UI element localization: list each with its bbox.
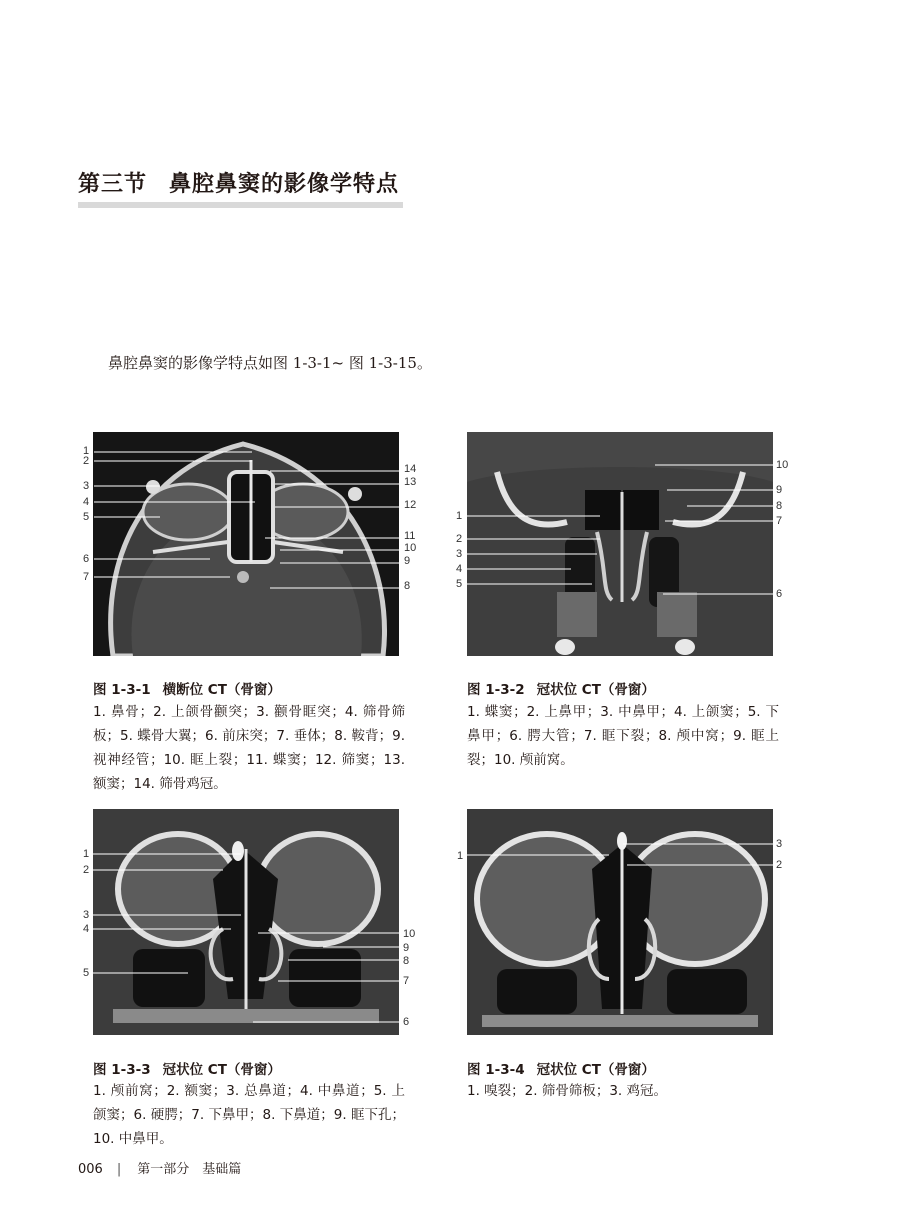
figure-1-3-2-leader-lines xyxy=(467,455,777,605)
section-number: 第三节 xyxy=(78,172,148,197)
footer-part-title: 第一部分 基础篇 xyxy=(137,1162,242,1177)
callout-label: 11 xyxy=(404,530,416,542)
caption-title: 冠状位 CT（骨窗） xyxy=(536,682,655,698)
page-footer xyxy=(78,1158,241,1177)
footer-separator: | xyxy=(116,1162,122,1177)
figure-1-3-4-legend: 1. 嗅裂；2. 筛骨筛板；3. 鸡冠。 xyxy=(467,1083,668,1099)
caption-number: 图 1-3-4 xyxy=(467,1062,525,1078)
page-number: 006 xyxy=(78,1162,103,1177)
callout-label: 7 xyxy=(776,515,783,527)
callout-label: 6 xyxy=(776,588,783,600)
callout-label: 4 xyxy=(83,496,90,508)
callout-label: 1 xyxy=(83,445,90,457)
callout-label: 10 xyxy=(403,928,416,940)
figure-1-3-1-leader-lines xyxy=(80,440,420,600)
caption-number: 图 1-3-3 xyxy=(93,1062,151,1078)
caption-title: 横断位 CT（骨窗） xyxy=(162,682,281,698)
callout-label: 3 xyxy=(776,838,783,850)
figure-1-3-4-leader-lines xyxy=(467,835,777,875)
caption-number: 图 1-3-2 xyxy=(467,682,525,698)
figure-1-3-3-legend: 1. 颅前窝；2. 额窦；3. 总鼻道；4. 中鼻道；5. 上颌窦；6. 硬腭；7. 下鼻甲；8. 下鼻道；9. 眶下孔；10. 中鼻甲。 xyxy=(93,1083,405,1147)
callout-label: 3 xyxy=(83,909,90,921)
figure-1-3-3-leader-lines xyxy=(93,845,403,1030)
callout-label: 2 xyxy=(83,864,90,876)
callout-label: 10 xyxy=(404,542,417,554)
callout-label: 4 xyxy=(456,563,463,575)
intro-paragraph: 鼻腔鼻窦的影像学特点如图 1-3-1~ 图 1-3-15。 xyxy=(108,354,432,372)
callout-label: 12 xyxy=(404,499,417,511)
section-heading: 鼻腔鼻窦的影像学特点 xyxy=(169,172,400,197)
callout-label: 9 xyxy=(776,484,783,496)
figure-1-3-2-legend: 1. 蝶窦；2. 上鼻甲；3. 中鼻甲；4. 上颌窦；5. 下鼻甲；6. 腭大管；7. 眶下裂；8. 颅中窝；9. 眶上裂；10. 颅前窝。 xyxy=(467,704,779,768)
callout-label: 6 xyxy=(83,553,90,565)
figure-1-3-2-caption xyxy=(467,678,655,698)
caption-title: 冠状位 CT（骨窗） xyxy=(162,1062,281,1078)
callout-label: 3 xyxy=(83,480,90,492)
callout-label: 9 xyxy=(404,555,411,567)
callout-label: 5 xyxy=(83,967,90,979)
figure-1-3-1-legend: 1. 鼻骨；2. 上颌骨颧突；3. 颧骨眶突；4. 筛骨筛板；5. 蝶骨大翼；6. 前床突；7. 垂体；8. 鞍背；9. 视神经管；10. 眶上裂；11. 蝶窦；12. 筛窦；13. 额窦；14. 筛骨鸡冠。 xyxy=(93,704,405,792)
callout-label: 8 xyxy=(403,955,410,967)
callout-label: 8 xyxy=(404,580,411,592)
callout-label: 5 xyxy=(83,511,90,523)
callout-label: 7 xyxy=(83,571,90,583)
callout-label: 2 xyxy=(776,859,783,871)
callout-label: 1 xyxy=(83,848,90,860)
callout-label: 4 xyxy=(83,923,90,935)
callout-label: 14 xyxy=(404,463,417,475)
callout-label: 2 xyxy=(456,533,463,545)
callout-label: 3 xyxy=(456,548,463,560)
caption-title: 冠状位 CT（骨窗） xyxy=(536,1062,655,1078)
figure-1-3-4-caption xyxy=(467,1058,655,1078)
figure-1-3-3-caption xyxy=(93,1058,281,1078)
callout-label: 6 xyxy=(403,1016,410,1028)
figure-1-3-1-caption xyxy=(93,678,281,698)
callout-label: 8 xyxy=(776,500,783,512)
callout-label: 9 xyxy=(403,942,410,954)
callout-label: 7 xyxy=(403,975,410,987)
callout-label: 2 xyxy=(83,455,90,467)
callout-label: 10 xyxy=(776,459,789,471)
callout-label: 1 xyxy=(456,510,463,522)
section-title xyxy=(78,170,403,208)
callout-label: 5 xyxy=(456,578,463,590)
callout-label: 13 xyxy=(404,476,417,488)
caption-number: 图 1-3-1 xyxy=(93,682,151,698)
callout-label: 1 xyxy=(457,850,464,862)
